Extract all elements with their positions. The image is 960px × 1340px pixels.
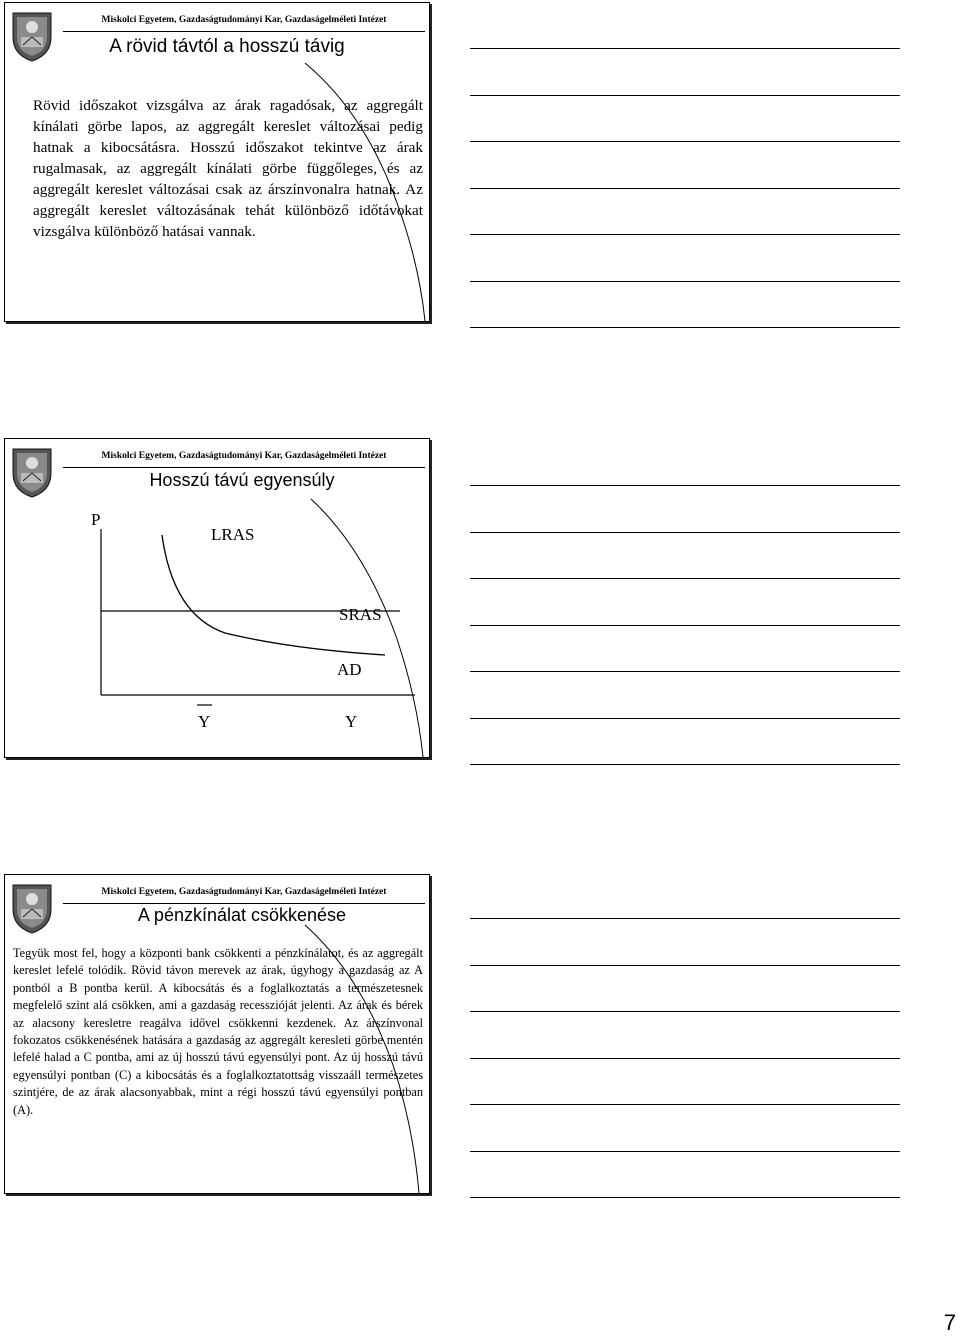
x-axis-label: Y [345, 712, 358, 731]
note-line [470, 718, 900, 719]
note-line [470, 965, 900, 966]
university-crest-logo [9, 7, 55, 63]
y-bar-label: Y [198, 712, 211, 731]
slide-title: Hosszú távú egyensúly [149, 470, 335, 490]
note-line [470, 48, 900, 49]
slide-2 [4, 438, 430, 758]
note-line [470, 1011, 900, 1012]
note-line [470, 625, 900, 626]
sras-label: SRAS [339, 605, 382, 624]
note-line [470, 918, 900, 919]
slide-title: A pénzkínálat csökkenése [137, 905, 347, 925]
note-line [470, 578, 900, 579]
note-line [470, 1197, 900, 1198]
notes-lines-1 [470, 48, 900, 374]
note-line [470, 1058, 900, 1059]
note-line [470, 234, 900, 235]
institute-header: Miskolci Egyetem, Gazdaságtudományi Kar, Gazdaságelméleti Intézet [101, 451, 387, 461]
slide-3 [4, 874, 430, 1194]
lras-label: LRAS [211, 525, 255, 544]
note-line [470, 671, 900, 672]
note-line [470, 764, 900, 765]
notes-lines-3 [470, 918, 900, 1244]
institute-header: Miskolci Egyetem, Gazdaságtudományi Kar, Gazdaságelméleti Intézet [101, 887, 387, 897]
slide-title: A rövid távtól a hosszú távig [109, 36, 345, 57]
overlay-curve [311, 499, 423, 757]
note-line [470, 1151, 900, 1152]
university-crest-logo [9, 879, 55, 935]
notes-lines-2 [470, 485, 900, 811]
slide-1 [4, 2, 430, 322]
institute-header: Miskolci Egyetem, Gazdaságtudományi Kar, Gazdaságelméleti Intézet [101, 15, 387, 25]
note-line [470, 188, 900, 189]
note-line [470, 532, 900, 533]
long-run-equilibrium-diagram [5, 439, 429, 757]
slide-body-text: Rövid időszakot vizsgálva az árak ragadósak, az aggregált kínálati görbe lapos, az aggregált kereslet változásai pedig hatnak a kibocsátásra. Hosszú időszakot tekintve az árak rugalmasak, az aggregált kínálati görbe függőleges, és az aggregált kereslet változásai csak az árszínvonalra hatnak. Az aggregált kereslet változásának tehát különböző időtávokat vizsgálva különböző hatásai vannak. [33, 97, 423, 240]
header-divider [63, 31, 425, 32]
y-axis-label: P [91, 510, 101, 529]
note-line [470, 95, 900, 96]
note-line [470, 281, 900, 282]
header-divider [63, 903, 425, 904]
note-line [470, 1104, 900, 1105]
ad-label: AD [337, 660, 362, 679]
note-line [470, 327, 900, 328]
page-number: 7 [943, 1310, 956, 1335]
ad-curve [162, 535, 385, 655]
note-line [470, 141, 900, 142]
note-line [470, 485, 900, 486]
slide-body-text: Tegyük most fel, hogy a központi bank csökkenti a pénzkínálatot, és az aggregált kereslet lefelé tolódik. Rövid távon merevek az árak, úgyhogy a gazdaság az A pontból a B pontba kerül. A kibocsátás és a foglalkoztatás a természetesnek megfelelő szint alá csökken, ami a gazdaság recesszióját jelenti. Az árak és bérek az alacsony keresletre reagálva idővel csökkenni kezdenek. Az árszínvonal fokozatos csökkenésének hatására a gazdaság az aggregált keresleti görbe mentén lefelé halad a C pontba, ami az új hosszú távú egyensúlyi pont. Az új hosszú távú egyensúlyi pontban (C) a kibocsátás és a foglalkoztatottság visszaáll természetes szintjére, de az árak alacsonyabbak, mint a régi hosszú távú egyensúlyi pontban (A). [13, 946, 423, 1117]
